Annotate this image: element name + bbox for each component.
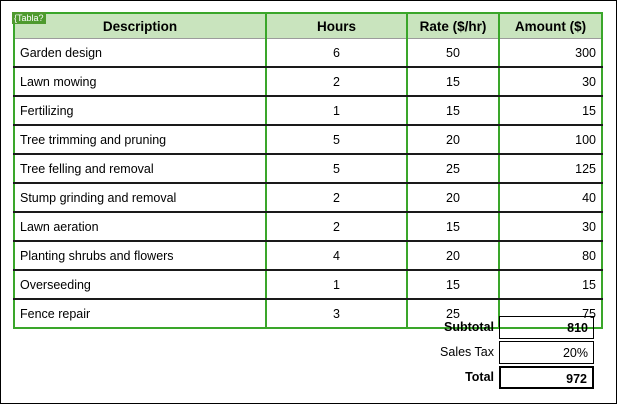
cell-hours: 5 xyxy=(266,125,407,154)
total-value: 972 xyxy=(499,366,594,389)
cell-rate: 15 xyxy=(407,67,499,96)
cell-description: Fence repair xyxy=(14,299,266,328)
services-table xyxy=(13,12,603,329)
cell-hours: 6 xyxy=(266,39,407,68)
subtotal-label: Subtotal xyxy=(444,320,494,334)
subtotal-value: 810 xyxy=(499,316,594,339)
cell-hours: 3 xyxy=(266,299,407,328)
table-row xyxy=(14,183,602,212)
cell-rate: 25 xyxy=(407,154,499,183)
cell-rate: 25 xyxy=(407,299,499,328)
cell-amount: 15 xyxy=(499,270,602,299)
cell-description: Stump grinding and removal xyxy=(14,183,266,212)
sales-tax-value: 20% xyxy=(499,341,594,364)
cell-rate: 15 xyxy=(407,96,499,125)
cell-rate: 15 xyxy=(407,270,499,299)
header-rate: Rate ($/hr) xyxy=(407,13,499,39)
table-row xyxy=(14,67,602,96)
cell-hours: 2 xyxy=(266,183,407,212)
table-row xyxy=(14,270,602,299)
cell-rate: 20 xyxy=(407,183,499,212)
template-field-tag[interactable]: {Tabla? xyxy=(14,13,44,23)
header-description: Description xyxy=(14,13,266,39)
cell-hours: 5 xyxy=(266,154,407,183)
cell-amount: 15 xyxy=(499,96,602,125)
cell-amount: 300 xyxy=(499,39,602,68)
sales-tax-label: Sales Tax xyxy=(440,345,494,359)
table-row xyxy=(14,96,602,125)
cell-description: Tree felling and removal xyxy=(14,154,266,183)
cell-hours: 2 xyxy=(266,212,407,241)
total-label: Total xyxy=(465,370,494,384)
table-row xyxy=(14,125,602,154)
cell-description: Planting shrubs and flowers xyxy=(14,241,266,270)
cell-description: Overseeding xyxy=(14,270,266,299)
cell-rate: 20 xyxy=(407,241,499,270)
table-row xyxy=(14,212,602,241)
table-row xyxy=(14,241,602,270)
cell-rate: 50 xyxy=(407,39,499,68)
cell-rate: 20 xyxy=(407,125,499,154)
table-body xyxy=(14,39,602,329)
cell-hours: 1 xyxy=(266,96,407,125)
cell-description: Fertilizing xyxy=(14,96,266,125)
cell-amount: 100 xyxy=(499,125,602,154)
cell-description: Garden design xyxy=(14,39,266,68)
cell-amount: 40 xyxy=(499,183,602,212)
cell-rate: 15 xyxy=(407,212,499,241)
cell-description: Lawn mowing xyxy=(14,67,266,96)
cell-amount: 80 xyxy=(499,241,602,270)
cell-amount: 30 xyxy=(499,67,602,96)
cell-amount: 125 xyxy=(499,154,602,183)
table-header-row xyxy=(14,13,602,39)
cell-description: Tree trimming and pruning xyxy=(14,125,266,154)
table-row xyxy=(14,39,602,68)
cell-amount: 30 xyxy=(499,212,602,241)
header-amount: Amount ($) xyxy=(499,13,602,39)
cell-hours: 1 xyxy=(266,270,407,299)
cell-description: Lawn aeration xyxy=(14,212,266,241)
table-row xyxy=(14,154,602,183)
cell-hours: 2 xyxy=(266,67,407,96)
cell-hours: 4 xyxy=(266,241,407,270)
cell-amount: 75 xyxy=(499,299,602,328)
header-hours: Hours xyxy=(266,13,407,39)
